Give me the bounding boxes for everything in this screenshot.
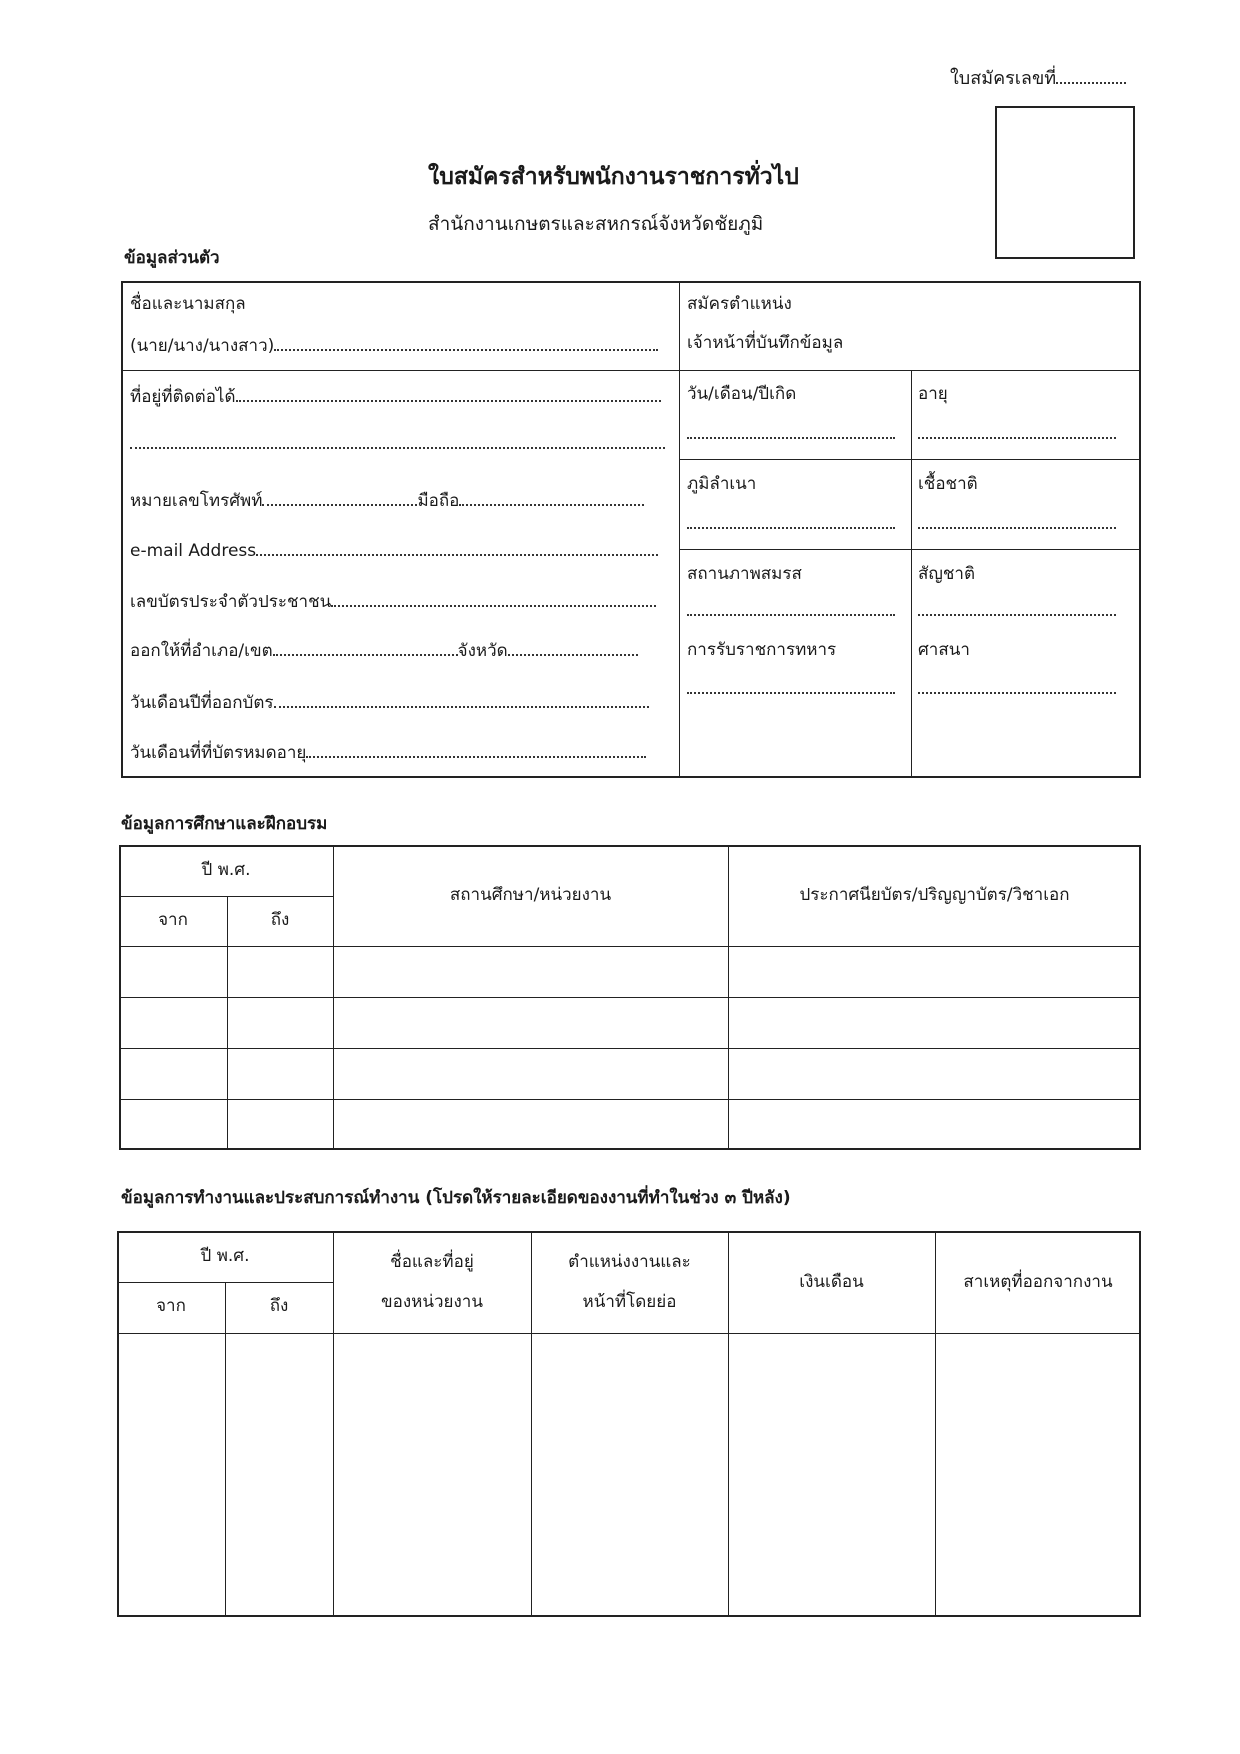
personal-section-title: ข้อมูลส่วนตัว bbox=[124, 248, 220, 268]
position-value: เจ้าหน้าที่บันทึกข้อมูล bbox=[687, 333, 844, 353]
marital-status-label: สถานภาพสมรส bbox=[687, 564, 802, 584]
birthplace-input[interactable] bbox=[687, 527, 895, 529]
issue-date-field[interactable]: วันเดือนปีที่ออกบัตร bbox=[130, 692, 649, 712]
dob-label: วัน/เดือน/ปีเกิด bbox=[687, 384, 797, 404]
application-number-label: ใบสมัครเลขที่ bbox=[950, 68, 1126, 88]
work-role-header-line2: หน้าที่โดยย่อ bbox=[582, 1292, 677, 1312]
work-from-header: จาก bbox=[156, 1296, 186, 1316]
dob-input[interactable] bbox=[687, 437, 895, 439]
expiry-date-field[interactable]: วันเดือนที่ที่บัตรหมดอายุ bbox=[130, 742, 646, 762]
nationality-input[interactable] bbox=[918, 614, 1116, 616]
edu-degree-header: ประกาศนียบัตร/ปริญญาบัตร/วิชาเอก bbox=[799, 885, 1070, 905]
edu-to-header: ถึง bbox=[270, 910, 290, 930]
military-service-label: การรับราชการทหาร bbox=[687, 640, 837, 660]
military-service-input[interactable] bbox=[687, 692, 895, 694]
work-year-header: ปี พ.ศ. bbox=[200, 1246, 250, 1266]
work-role-header-line1: ตำแหน่งงานและ bbox=[568, 1252, 691, 1272]
nationality-label: สัญชาติ bbox=[918, 564, 975, 584]
issued-district-field[interactable]: ออกให้ที่อำเภอ/เขต จังหวัด bbox=[130, 640, 638, 660]
edu-from-header: จาก bbox=[158, 910, 188, 930]
marital-status-input[interactable] bbox=[687, 614, 895, 616]
edu-year-header: ปี พ.ศ. bbox=[201, 860, 251, 880]
email-field[interactable]: e-mail Address bbox=[130, 540, 658, 560]
form-title: ใบสมัครสำหรับพนักงานราชการทั่วไป bbox=[428, 164, 799, 190]
name-field[interactable]: (นาย/นาง/นางสาว) bbox=[130, 335, 658, 355]
photo-box bbox=[995, 106, 1135, 259]
ethnicity-label: เชื้อชาติ bbox=[918, 474, 978, 494]
name-label: ชื่อและนามสกุล bbox=[130, 294, 246, 314]
national-id-field[interactable]: เลขบัตรประจำตัวประชาชน bbox=[130, 591, 656, 611]
ethnicity-input[interactable] bbox=[918, 527, 1116, 529]
work-org-header-line1: ชื่อและที่อยู่ bbox=[390, 1252, 474, 1272]
birthplace-label: ภูมิลำเนา bbox=[687, 474, 757, 494]
position-label: สมัครตำแหน่ง bbox=[687, 294, 792, 314]
work-org-header-line2: ของหน่วยงาน bbox=[381, 1292, 483, 1312]
phone-field[interactable]: หมายเลขโทรศัพท์ มือถือ bbox=[130, 490, 644, 510]
form-subtitle: สำนักงานเกษตรและสหกรณ์จังหวัดชัยภูมิ bbox=[428, 213, 764, 235]
religion-label: ศาสนา bbox=[918, 640, 970, 660]
address-field[interactable]: ที่อยู่ที่ติดต่อได้ bbox=[130, 386, 661, 406]
work-section-title: ข้อมูลการทำงานและประสบการณ์ทำงาน (โปรดให้รายละเอียดของงานที่ทำในช่วง ๓ ปีหลัง) bbox=[121, 1188, 791, 1208]
work-salary-header: เงินเดือน bbox=[799, 1272, 864, 1292]
address-line-2[interactable] bbox=[130, 447, 665, 449]
age-label: อายุ bbox=[918, 384, 948, 404]
work-to-header: ถึง bbox=[269, 1296, 289, 1316]
age-input[interactable] bbox=[918, 437, 1116, 439]
work-reason-header: สาเหตุที่ออกจากงาน bbox=[963, 1272, 1113, 1292]
religion-input[interactable] bbox=[918, 692, 1116, 694]
edu-institution-header: สถานศึกษา/หน่วยงาน bbox=[449, 885, 612, 905]
education-section-title: ข้อมูลการศึกษาและฝึกอบรม bbox=[121, 814, 328, 834]
